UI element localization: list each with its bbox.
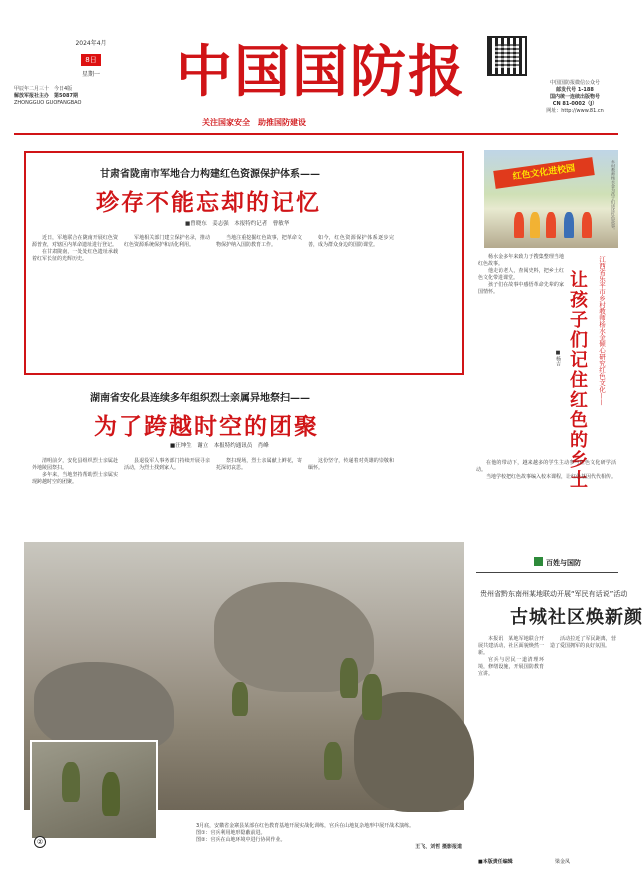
cn-number: CN 81-0002（J） [552, 101, 598, 107]
footer-note: ■本版责任编辑 [478, 859, 513, 865]
publication-info [530, 80, 620, 115]
weekday: 星期一 [81, 71, 100, 78]
ad-logo-text: 百姓与国防 [546, 559, 581, 567]
qr-code-icon [487, 36, 527, 76]
article1-column-2 [124, 235, 210, 249]
article1-para: 如今，红色资源保护体系逐步完善，成为群众身边的国防课堂。 [308, 235, 394, 248]
right-para: 在他的带动下，越来越多的学生主动参与红色文化研学活动。 [476, 460, 616, 473]
classroom-photo [484, 150, 618, 248]
article1-column-3 [216, 235, 302, 249]
article1-title: 珍存不能忘却的记忆 [96, 190, 321, 216]
right-column-text [478, 254, 564, 296]
article1-kicker: 甘肃省陇南市军地合力构建红色资源保护体系—— [100, 169, 320, 180]
masthead-rule [14, 133, 618, 135]
right-lower-text [476, 460, 616, 481]
article1-byline: ■曾晓东 姜志强 本报特约记者 曹敏华 [185, 221, 290, 227]
article2-kicker: 湖南省安化县连续多年组织烈士亲属异地祭扫—— [90, 393, 310, 404]
website: 网址：http://www.81.cn [546, 108, 604, 114]
day-badge: 8日 [81, 54, 100, 66]
issue-today: 今日4版 [54, 86, 73, 92]
ad-logo-icon [534, 557, 543, 566]
caption-line: 3月底，安徽省金寨县某部在红色教育基地开展实战化训练，官兵在山地复杂地形中展开战术演练。 [196, 823, 415, 829]
article2-para: 这份坚守，传递着对英雄的崇敬和缅怀。 [308, 458, 394, 471]
article2-column-2 [124, 458, 210, 472]
editor-name: 梁金凤 [555, 859, 571, 865]
article2-title: 为了跨越时空的团聚 [94, 414, 319, 440]
right-para: 当地学校把红色故事编入校本课程，让红色基因代代相传。 [486, 474, 617, 480]
inset-number: ② [34, 836, 46, 848]
wechat-label: 中国国防报微信公众号 [549, 80, 600, 86]
article3-para: 本报讯 某地军地联合开展共建活动，社区面貌焕然一新。 [478, 636, 544, 656]
issue-info [14, 86, 144, 107]
postcode: 邮发代号 1-188 [556, 87, 594, 93]
article2-para: 多年来，当地坚持帮助烈士亲属实现跨越时空的团聚。 [32, 472, 118, 485]
right-para: 他走访老人，查阅史料，把乡土红色文化带进课堂。 [478, 268, 564, 281]
training-photo-inset [30, 740, 158, 840]
article2-para: 清明前夕，安化县组织烈士亲属赴外地陵园祭扫。 [32, 458, 118, 471]
article2-byline: ■汪坤生 谢立 本报特约通讯员 肖峰 [170, 443, 269, 449]
article1-para: 军地相关部门建立保护名录，推动红色资源系统保护和活化利用。 [124, 235, 210, 248]
right-vertical-title: 让孩子们记住红色的乡土 [567, 270, 588, 490]
right-rule [476, 572, 618, 573]
photo-credit: 王飞、刘哲 摄影报道 [415, 844, 462, 850]
caption-line: 图②：官兵在山地环境中进行协同作业。 [196, 837, 286, 843]
article3-para: 活动拉近了军民距离，营造了爱国拥军的良好氛围。 [550, 636, 616, 649]
banner-text: 红色文化进校园 [493, 157, 595, 189]
right-photo-caption: 乡村教师杨水金为孩子们讲述红色故事。 [611, 160, 616, 232]
article3-column-1 [478, 636, 544, 678]
right-para: 孩子们在故事中感悟革命先辈的家国情怀。 [478, 282, 564, 295]
article1-para: 近日，军地联合在陇南开展红色资源普查，对辖区内革命遗址进行登记。 [32, 235, 118, 248]
article2-para: 县退役军人事务部门持续开展寻亲活动，为烈士找到家人。 [124, 458, 210, 471]
pinyin-title: ZHONGGUO GUOFANGBAO [14, 100, 82, 106]
article1-para: 当地注重挖掘红色故事，把革命文物保护纳入国防教育工作。 [216, 235, 302, 248]
article2-para: 祭扫现场，烈士亲属献上鲜花，寄托深切哀思。 [216, 458, 302, 471]
caption-line: 图①：官兵利用地形隐蔽前进。 [196, 830, 266, 836]
publisher: 解放军报社主办 [14, 93, 50, 99]
article3-title: 古城社区焕新颜 [510, 607, 643, 628]
article1-column-1 [32, 235, 118, 263]
issue-number: 第5087期 [54, 93, 78, 99]
date-box [62, 38, 120, 78]
right-vertical-subtitle: 江西省乐平市乡村教师杨水金倾心研究红色文化—— [598, 256, 606, 406]
slogan: 关注国家安全 助推国防建设 [202, 118, 306, 127]
photo-caption [196, 823, 462, 851]
cn-label: 国内统一连续出版物号 [549, 94, 600, 100]
article3-para: 官兵与居民一道清理环境，修缮设施，开展国防教育宣讲。 [478, 657, 544, 677]
right-para: 杨水金多年来致力于搜集整理当地红色故事。 [478, 254, 564, 267]
article3-kicker: 贵州省黔东南州某地联动开展“军民有话说”活动 [480, 590, 628, 598]
article3-column-2 [550, 636, 616, 650]
article2-column-1 [32, 458, 118, 486]
article2-column-3 [216, 458, 302, 472]
article1-para: 在甘肃陇南，一处处红色遗址承载着红军长征的光辉历史。 [32, 249, 118, 262]
year-month: 2024年4月 [75, 40, 107, 47]
lunar-date: 甲辰年二月三十 [14, 86, 50, 92]
article2-column-4 [308, 458, 394, 472]
right-byline: ■杨吉 [555, 350, 561, 366]
newspaper-logo: 中国国防报 [176, 39, 466, 105]
article1-column-4 [308, 235, 394, 249]
ad-logo [534, 557, 581, 568]
